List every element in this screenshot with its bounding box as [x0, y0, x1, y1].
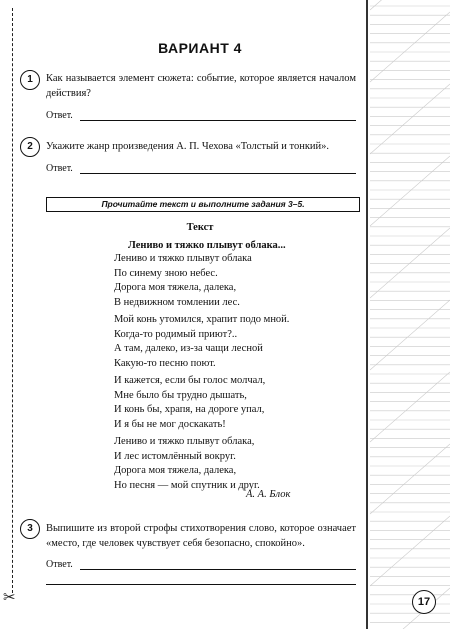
question-number-3: 3	[20, 519, 40, 539]
margin-slant-line	[370, 228, 450, 298]
answer-label-1: Ответ.	[46, 110, 73, 121]
poem-line: По синему зною небес.	[114, 267, 218, 279]
answer-label-2: Ответ.	[46, 163, 73, 174]
margin-slant-line	[370, 12, 450, 82]
poem-author: А. А. Блок	[246, 489, 291, 500]
poem-stanza-2	[114, 313, 289, 371]
poem-line: А там, далеко, из-за чащи лесной	[114, 343, 263, 355]
poem-line: Но песня — мой спутник и друг.	[114, 479, 260, 491]
answer-line-1[interactable]	[80, 120, 356, 121]
question-1-text: Как называется элемент сюжета: событие, которое является началом действия?	[46, 73, 356, 99]
question-3-text: Выпишите из второй строфы стихотворения слово, которое означает «место, где человек чувствует себя безопасно, спокойно».	[46, 523, 356, 549]
poem-line: И конь бы, храпя, на дороге упал,	[114, 404, 265, 416]
scissors-icon: ✂	[3, 588, 16, 606]
poem-line: Когда-то родимый приют?..	[114, 328, 238, 340]
poem-stanza-3	[114, 374, 265, 432]
handwriting-guide-lines	[368, 0, 450, 629]
poem-stanza-4	[114, 435, 260, 493]
margin-slant-line	[370, 156, 450, 226]
margin-slant-line	[370, 516, 450, 586]
poem-line: Лениво и тяжко плывут облака	[114, 253, 252, 264]
page-number: 17	[412, 590, 436, 614]
answer-label-3: Ответ.	[46, 559, 73, 570]
poem-stanza-1	[114, 252, 252, 310]
margin-slant-line	[370, 372, 450, 442]
instruction-box: Прочитайте текст и выполните задания 3–5.	[46, 197, 360, 212]
poem-line: Какую-то песню поют.	[114, 357, 216, 369]
poem-line: И я бы не мог доскакать!	[114, 418, 226, 430]
poem-line: Дорога моя тяжела, далека,	[114, 465, 237, 477]
poem-title: Лениво и тяжко плывут облака...	[128, 240, 286, 251]
cut-line	[12, 8, 13, 593]
poem-line: Лениво и тяжко плывут облака,	[114, 436, 255, 447]
poem-line: В недвижном томлении лес.	[114, 296, 240, 308]
margin-slant-line	[370, 84, 450, 154]
margin-slant-line	[370, 300, 450, 370]
answer-line-2[interactable]	[80, 173, 356, 174]
variant-title: ВАРИАНТ 4	[158, 40, 242, 56]
question-2-text: Укажите жанр произведения А. П. Чехова «Толстый и тонкий».	[46, 141, 330, 152]
poem-line: Дорога моя тяжела, далека,	[114, 282, 237, 294]
poem-line: И кажется, если бы голос молчал,	[114, 375, 266, 386]
poem-line: И лес истомлённый вокруг.	[114, 450, 236, 462]
poem-line: Мне было бы трудно дышать,	[114, 389, 247, 401]
margin-slant-line	[370, 444, 450, 514]
answer-line-3b[interactable]	[46, 584, 356, 585]
margin-slant-line	[370, 0, 450, 10]
question-number-2: 2	[20, 137, 40, 157]
answer-line-3a[interactable]	[80, 569, 356, 570]
poem-line: Мой конь утомился, храпит подо мной.	[114, 314, 290, 325]
question-number-1: 1	[20, 70, 40, 90]
text-heading: Текст	[186, 222, 214, 233]
margin-slant-line	[370, 588, 450, 629]
